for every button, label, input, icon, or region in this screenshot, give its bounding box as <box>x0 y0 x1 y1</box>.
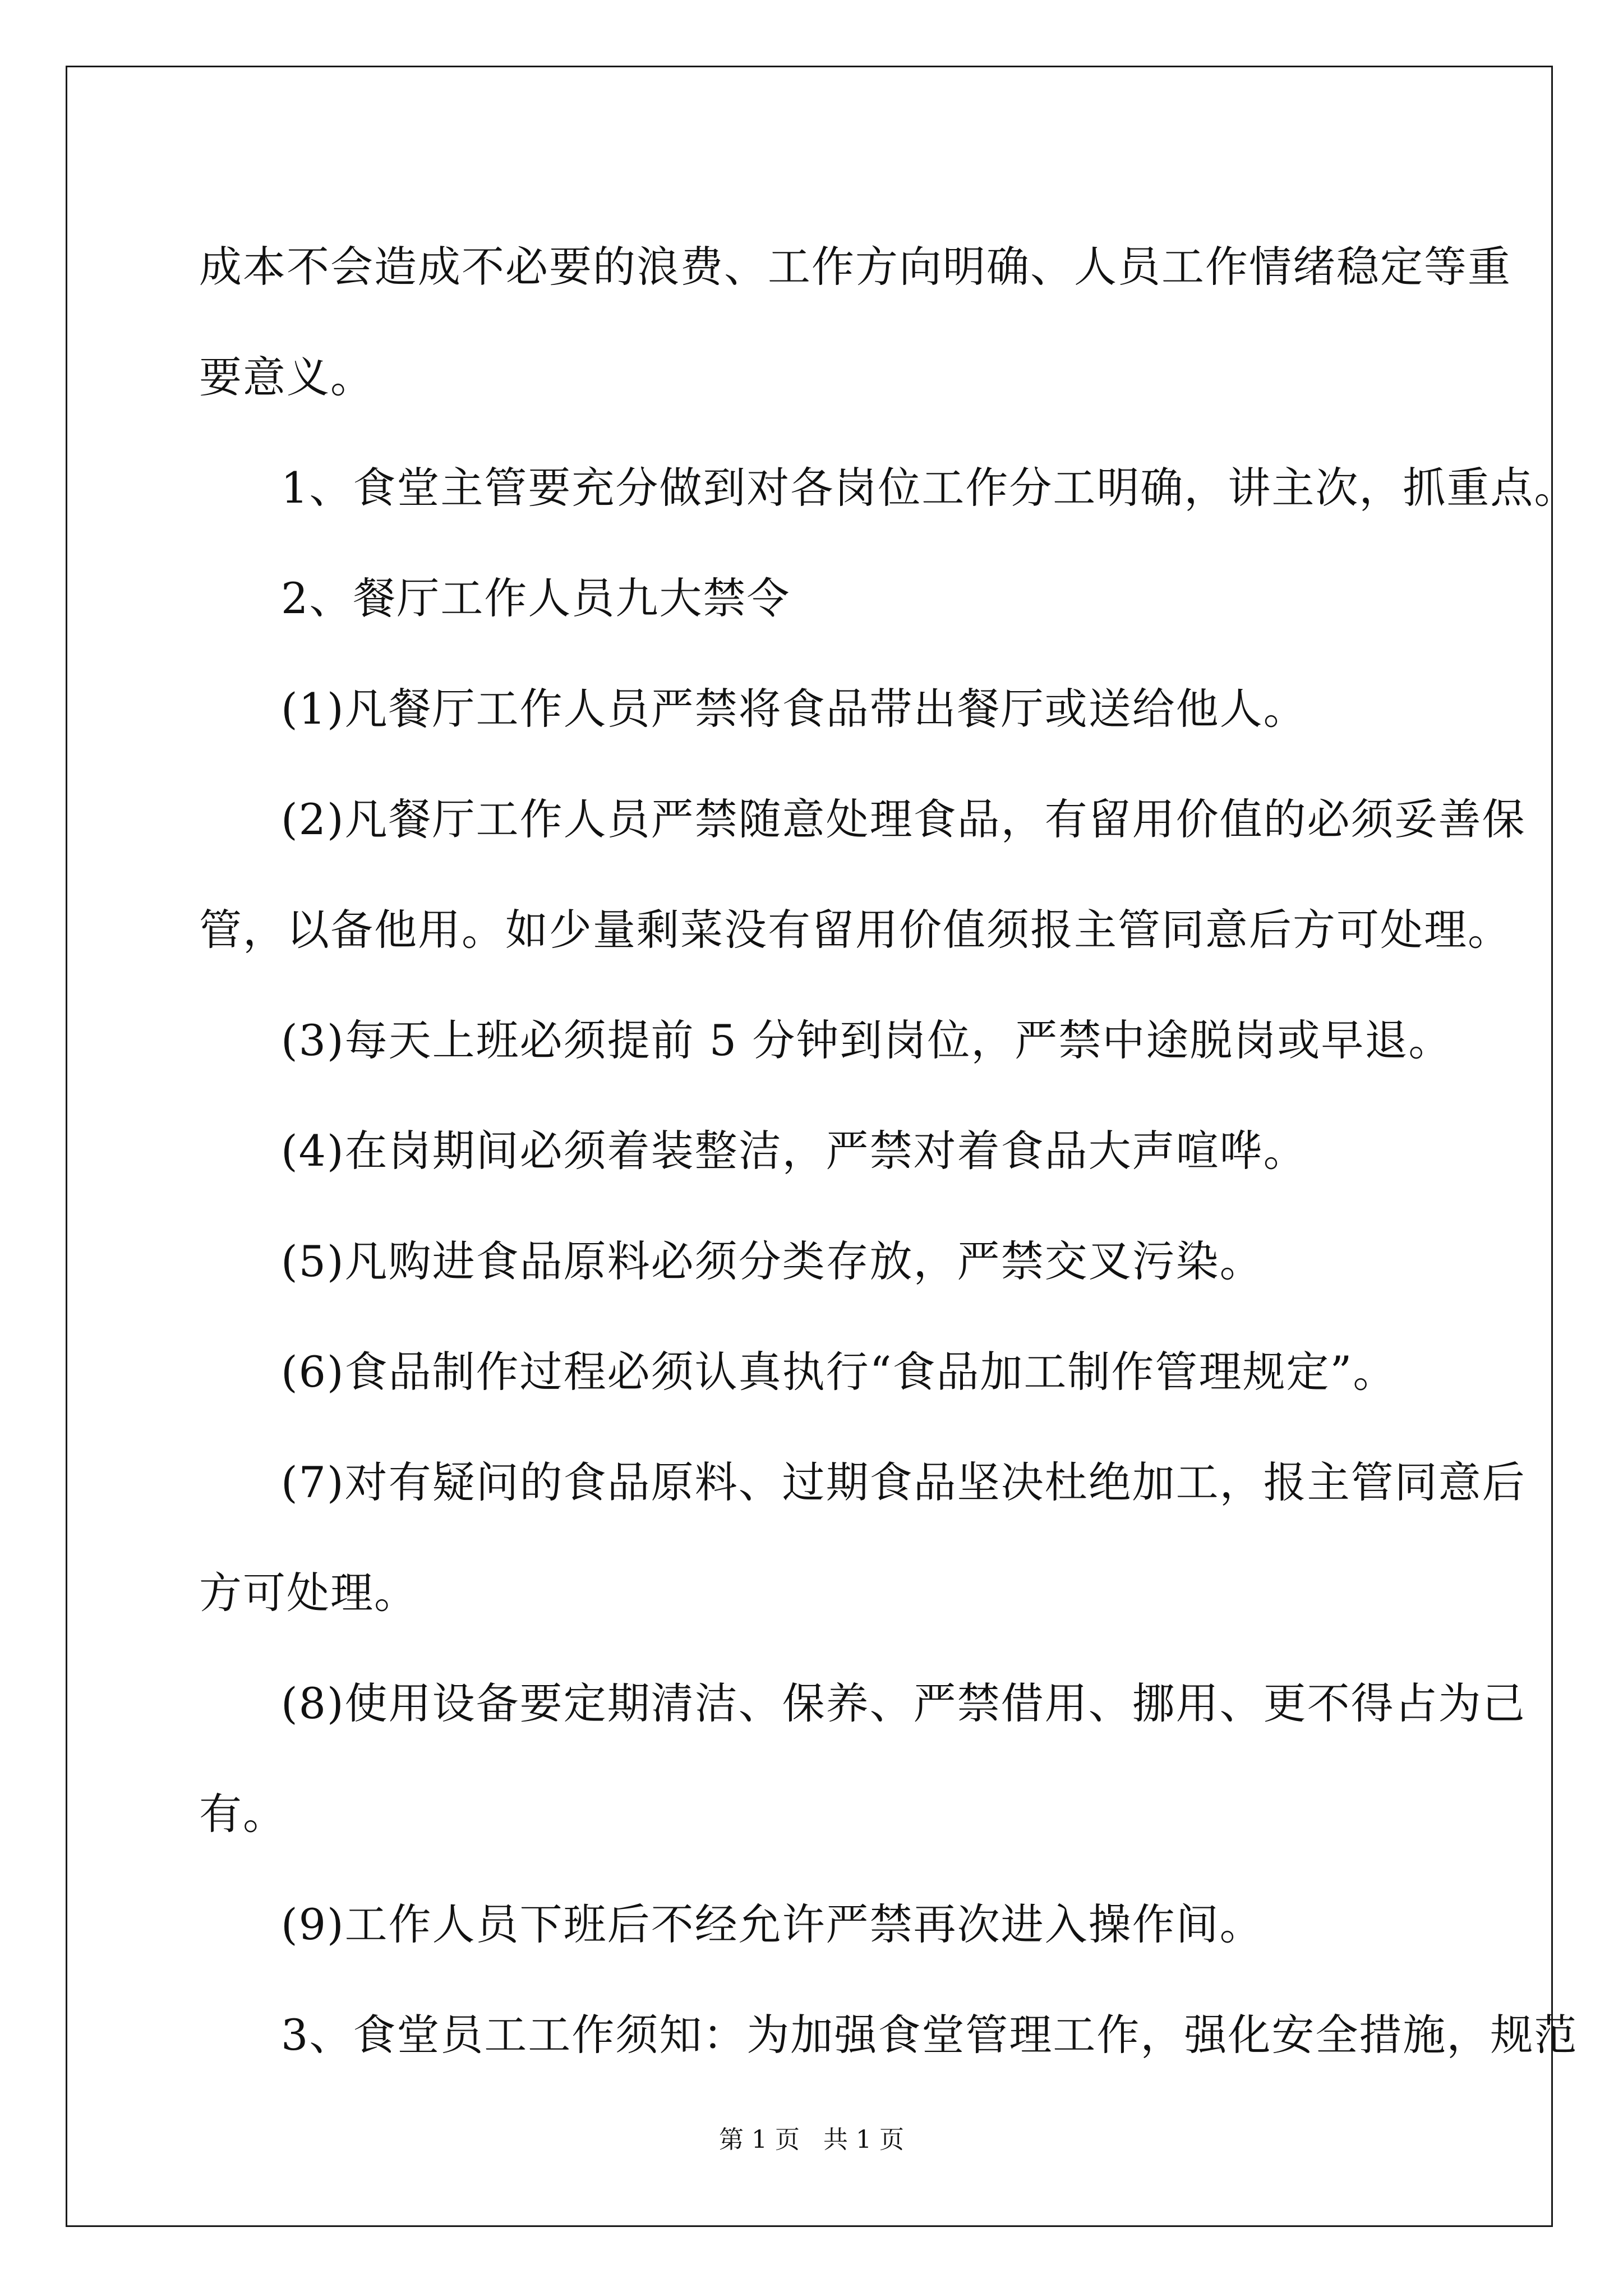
paragraph-line: (4)在岗期间必须着装整洁，严禁对着食品大声喧哗。 <box>281 1126 1307 1176</box>
page-footer: 第 1 页 共 1 页 <box>719 2125 904 2154</box>
paragraph-line: (3)每天上班必须提前 5 分钟到岗位，严禁中途脱岗或早退。 <box>281 1015 1453 1065</box>
paragraph-line: (6)食品制作过程必须认真执行“食品加工制作管理规定”。 <box>281 1347 1397 1397</box>
paragraph-line: 2、餐厅工作人员九大禁令 <box>281 573 791 623</box>
paragraph-line: 要意义。 <box>199 352 374 402</box>
paragraph-line: (9)工作人员下班后不经允许严禁再次进入操作间。 <box>281 1899 1264 1949</box>
paragraph-line: 有。 <box>199 1789 287 1839</box>
paragraph-line: (5)凡购进食品原料必须分类存放，严禁交叉污染。 <box>281 1236 1264 1286</box>
paragraph-line: (1)凡餐厅工作人员严禁将食品带出餐厅或送给他人。 <box>281 684 1307 734</box>
paragraph-line: 方可处理。 <box>199 1568 418 1618</box>
paragraph-line: (2)凡餐厅工作人员严禁随意处理食品，有留用价值的必须妥善保 <box>281 794 1526 844</box>
paragraph-line: (8)使用设备要定期清洁、保养、严禁借用、挪用、更不得占为己 <box>281 1678 1526 1728</box>
paragraph-line: (7)对有疑问的食品原料、过期食品坚决杜绝加工，报主管同意后 <box>281 1457 1526 1507</box>
document-body <box>199 211 1578 2090</box>
paragraph-line: 成本不会造成不必要的浪费、工作方向明确、人员工作情绪稳定等重 <box>199 242 1511 292</box>
paragraph-line: 1、食堂主管要充分做到对各岗位工作分工明确，讲主次，抓重点。 <box>281 463 1578 513</box>
paragraph-line: 管，以备他用。如少量剩菜没有留用价值须报主管同意后方可处理。 <box>199 905 1511 955</box>
paragraph-line: 3、食堂员工工作须知：为加强食堂管理工作，强化安全措施，规范 <box>281 2010 1578 2060</box>
